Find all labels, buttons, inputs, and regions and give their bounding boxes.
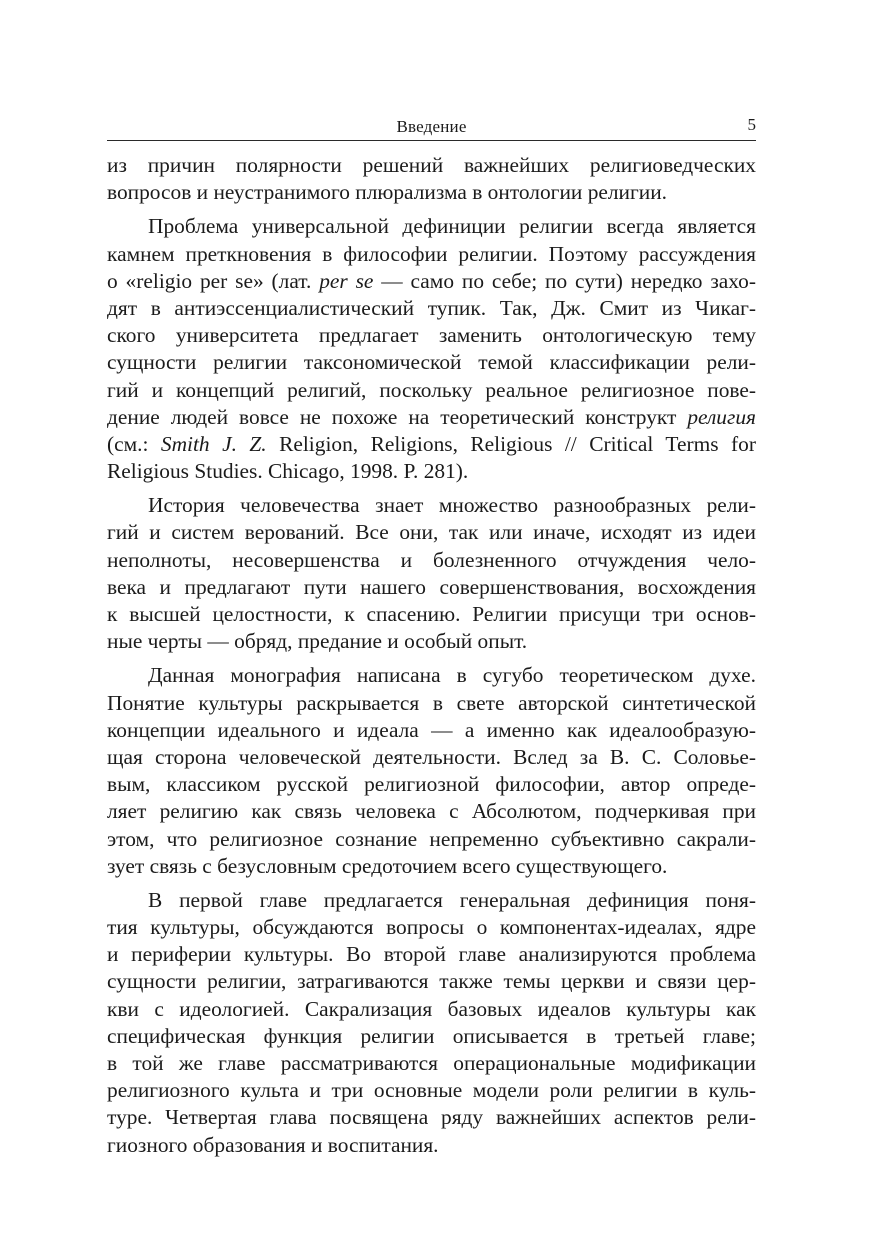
- text-line: [107, 268, 756, 295]
- text-line: [107, 968, 756, 995]
- text-segment: специфическая функция религии описывается в третьей главе;: [107, 1023, 756, 1048]
- text-segment: дение людей вовсе не похоже на теоретический конструкт: [107, 404, 688, 429]
- text-line: [107, 771, 756, 798]
- body-text: [107, 152, 756, 1166]
- text-line: [107, 241, 756, 268]
- text-line: [107, 547, 756, 574]
- paragraph: [107, 662, 756, 880]
- text-segment: Religion, Religions, Religious // Critical Terms for: [266, 431, 756, 456]
- text-segment: ского университета предлагает заменить онтологическую тему: [107, 323, 756, 348]
- text-segment: История человечества знает множество разнообразных рели-: [148, 493, 756, 518]
- text-segment: неполноты, несовершенства и болезненного отчуждения чело-: [107, 547, 756, 572]
- text-segment: этом, что религиозное сознание непременно субъективно сакрали-: [107, 826, 756, 851]
- paragraph: [107, 213, 756, 485]
- paragraph: [107, 152, 756, 206]
- text-segment: щая сторона человеческой деятельности. Вслед за В. С. Соловье-: [107, 744, 756, 769]
- paragraph: [107, 887, 756, 1159]
- text-line: [107, 941, 756, 968]
- text-line: [107, 1132, 756, 1159]
- text-segment: вопросов и неустранимого плюрализма в онтологии религии.: [107, 180, 668, 205]
- text-segment: сущности религии таксономической темой классификации рели-: [107, 350, 756, 375]
- text-line: [107, 404, 756, 431]
- text-segment: из причин полярности решений важнейших религиоведческих: [107, 153, 756, 177]
- text-line: [107, 853, 756, 880]
- text-line: [107, 996, 756, 1023]
- text-segment: Religious Studies. Chicago, 1998. P. 281).: [107, 459, 469, 484]
- text-segment: религиозного культа и три основные модели роли религии в куль-: [107, 1078, 756, 1103]
- text-segment: о «religio per se» (лат.: [107, 268, 320, 293]
- running-title: Введение: [396, 117, 467, 136]
- text-line: [107, 1077, 756, 1104]
- text-line: [107, 717, 756, 744]
- italic-text: Smith J. Z.: [160, 431, 267, 456]
- text-line: [107, 1104, 756, 1131]
- text-line: [107, 628, 756, 655]
- text-line: [107, 213, 756, 240]
- paragraph: [107, 492, 756, 655]
- text-line: [107, 1050, 756, 1077]
- text-segment: и периферии культуры. Во второй главе анализируются проблема: [107, 942, 756, 967]
- text-segment: гиозного образования и воспитания.: [107, 1132, 439, 1157]
- text-segment: туре. Четвертая глава посвящена ряду важнейших аспектов рели-: [107, 1105, 756, 1130]
- text-segment: ляет религию как связь человека с Абсолютом, подчеркивая при: [107, 799, 756, 824]
- text-line: [107, 519, 756, 546]
- text-segment: дят в антиэссенциалистический тупик. Так, Дж. Смит из Чикаг-: [107, 295, 756, 320]
- page-number: 5: [747, 115, 756, 134]
- text-segment: века и предлагают пути нашего совершенствования, восхождения: [107, 574, 756, 599]
- text-line: [107, 492, 756, 519]
- text-segment: (см.:: [107, 431, 161, 456]
- text-segment: — само по себе; по сути) нередко захо-: [373, 268, 756, 293]
- text-line: [107, 152, 756, 179]
- text-line: [107, 826, 756, 853]
- text-segment: концепции идеального и идеала — а именно как идеалообразую-: [107, 717, 756, 742]
- text-line: [107, 431, 756, 458]
- text-segment: в той же главе рассматриваются операциональные модификации: [107, 1051, 756, 1075]
- text-segment: В первой главе предлагается генеральная дефиниция поня-: [148, 887, 756, 912]
- text-line: [107, 690, 756, 717]
- text-line: [107, 179, 756, 206]
- text-segment: вым, классиком русской религиозной философии, автор опреде-: [107, 772, 756, 797]
- text-segment: Понятие культуры раскрывается в свете авторской синтетической: [107, 690, 756, 715]
- text-segment: гий и систем верований. Все они, так или иначе, исходят из идеи: [107, 520, 756, 545]
- text-segment: зует связь с безусловным средоточием всего существующего.: [107, 853, 668, 878]
- italic-text: религия: [687, 404, 756, 429]
- text-line: [107, 295, 756, 322]
- text-line: [107, 744, 756, 771]
- text-segment: к высшей целостности, к спасению. Религии присущи три основ-: [107, 602, 756, 626]
- text-line: [107, 798, 756, 825]
- text-line: [107, 1023, 756, 1050]
- text-line: [107, 574, 756, 601]
- italic-text: per se: [319, 268, 374, 293]
- text-segment: сущности религии, затрагиваются также темы церкви и связи цер-: [107, 969, 756, 994]
- text-line: [107, 322, 756, 349]
- text-segment: кви с идеологией. Сакрализация базовых идеалов культуры как: [107, 996, 756, 1021]
- text-line: [107, 458, 756, 485]
- text-line: [107, 914, 756, 941]
- page-header: [107, 114, 756, 141]
- text-line: [107, 349, 756, 376]
- text-line: [107, 887, 756, 914]
- text-segment: Проблема универсальной дефиниции религии всегда является: [148, 214, 756, 239]
- text-segment: Данная монография написана в сугубо теоретическом духе.: [148, 663, 756, 688]
- text-segment: ные черты — обряд, предание и особый опыт.: [107, 629, 528, 654]
- text-segment: гий и концепций религий, поскольку реальное религиозное пове-: [107, 377, 756, 402]
- text-segment: камнем преткновения в философии религии. Поэтому рассуждения: [107, 241, 756, 266]
- text-line: [107, 377, 756, 404]
- text-segment: тия культуры, обсуждаются вопросы о компонентах-идеалах, ядре: [107, 915, 756, 940]
- text-line: [107, 601, 756, 628]
- text-line: [107, 662, 756, 689]
